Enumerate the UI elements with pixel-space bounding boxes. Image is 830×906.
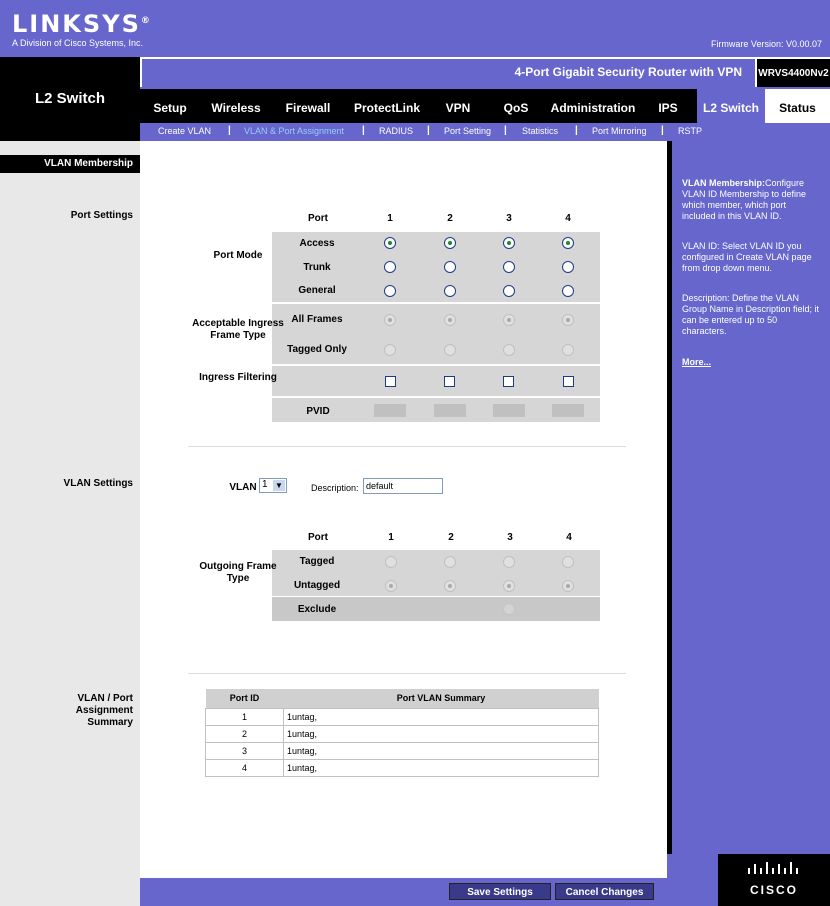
tagged-label: Tagged [299, 556, 335, 567]
port-2-general-radio[interactable] [444, 285, 456, 297]
port-3-tagged-radio[interactable] [503, 556, 515, 568]
port-3-exclude-radio[interactable] [503, 603, 515, 615]
subtab-separator: | [228, 125, 231, 136]
subtab-radius[interactable]: RADIUS [379, 126, 414, 136]
product-name: 4-Port Gigabit Security Router with VPN [514, 65, 742, 79]
all-frames-label: All Frames [291, 314, 343, 325]
help-title: VLAN Membership: [682, 178, 766, 188]
logo-subtitle: A Division of Cisco Systems, Inc. [12, 38, 144, 48]
tab-protectlink[interactable]: ProtectLink [353, 101, 420, 115]
subtab-port-setting[interactable]: Port Setting [444, 126, 492, 136]
subtab-separator: | [575, 125, 578, 136]
table-row [206, 759, 599, 776]
row-port-id: 2 [206, 725, 284, 742]
subtab-separator: | [504, 125, 507, 136]
cancel-changes-button[interactable]: Cancel Changes [555, 883, 654, 900]
sidebar-heading: VLAN Membership [44, 158, 133, 169]
port-4-all-frames-radio[interactable] [562, 314, 574, 326]
row-summary: 1untag, [284, 708, 599, 725]
ingress-filtering-row [272, 366, 600, 396]
port-1-tagged-only-radio[interactable] [384, 344, 396, 356]
ingress-filtering-label: Ingress Filtering [199, 372, 277, 383]
left-sidebar [0, 141, 140, 906]
port-header: Port [308, 213, 328, 224]
tab-vpn[interactable]: VPN [445, 101, 471, 115]
ingress-rows [272, 304, 600, 364]
port-3-tagged-only-radio[interactable] [503, 344, 515, 356]
subtab-rstp[interactable]: RSTP [678, 126, 703, 136]
port-2-tagged-only-radio[interactable] [444, 344, 456, 356]
linksys-logo: LINKSYS® [12, 10, 152, 38]
port-2-all-frames-radio[interactable] [444, 314, 456, 326]
port-4-general-radio[interactable] [562, 285, 574, 297]
port-4-untagged-radio[interactable] [562, 580, 574, 592]
sub-tabs [140, 123, 830, 141]
subtab-statistics[interactable]: Statistics [522, 126, 559, 136]
col-port-id: Port ID [206, 689, 284, 708]
port-3-all-frames-radio[interactable] [503, 314, 515, 326]
tab-setup[interactable]: Setup [153, 101, 187, 115]
divider [188, 673, 626, 674]
port-4-tagged-radio[interactable] [562, 556, 574, 568]
port-4-access-radio[interactable] [562, 237, 574, 249]
tab-qos[interactable]: QoS [503, 101, 529, 115]
main-tabs [140, 89, 830, 123]
divider [188, 446, 626, 447]
subtab-separator: | [661, 125, 664, 136]
subtab-separator: | [362, 125, 365, 136]
subtab-port-mirroring[interactable]: Port Mirroring [592, 126, 647, 136]
help-membership [682, 178, 822, 222]
port-3-untagged-radio[interactable] [503, 580, 515, 592]
row-summary: 1untag, [284, 725, 599, 742]
tab-firewall[interactable]: Firewall [285, 101, 331, 115]
cisco-wordmark: CISCO [749, 883, 798, 897]
vlan-summary-table [205, 689, 599, 777]
port-settings-label: Port Settings [70, 210, 133, 221]
port-1-all-frames-radio[interactable] [384, 314, 396, 326]
tab-wireless[interactable]: Wireless [211, 101, 261, 115]
port-4-trunk-radio[interactable] [562, 261, 574, 273]
outgoing-frame-label: Outgoing Frame Type [199, 561, 277, 584]
help-more-link[interactable]: More... [682, 357, 712, 367]
port-4-tagged-only-radio[interactable] [562, 344, 574, 356]
port-2-filtering-checkbox[interactable] [444, 376, 455, 387]
save-settings-button[interactable]: Save Settings [449, 883, 551, 900]
port-1-header: 1 [387, 213, 393, 224]
subtab-create-vlan[interactable]: Create VLAN [158, 126, 212, 136]
table-row [206, 708, 599, 725]
mode-access-label: Access [299, 238, 335, 249]
row-port-id: 3 [206, 742, 284, 759]
untagged-label: Untagged [293, 580, 341, 591]
port-4-filtering-checkbox[interactable] [563, 376, 574, 387]
model-number: WRVS4400Nv2 [755, 57, 830, 87]
row-port-id: 4 [206, 759, 284, 776]
vlan-port-4-header: 4 [566, 532, 572, 543]
help-text-1: Configure VLAN ID Membership to define which member, which port included in this VLAN ID. [682, 178, 807, 221]
col-port-vlan-summary: Port VLAN Summary [284, 689, 599, 708]
help-text-3: Description: Define the VLAN Group Name in Description field; it can be entered up to 50 characters. [682, 293, 820, 336]
port-3-access-radio[interactable] [503, 237, 515, 249]
subtab-separator: | [427, 125, 430, 136]
port-1-general-radio[interactable] [384, 285, 396, 297]
summary-label: VLAN / Port Assignment Summary [75, 693, 133, 728]
section-title: L2 Switch [34, 90, 105, 107]
table-header [206, 689, 599, 708]
tab-status[interactable]: Status [765, 89, 830, 123]
vlan-port-3-header: 3 [507, 532, 513, 543]
port-2-tagged-radio[interactable] [444, 556, 456, 568]
vlan-port-header: Port [308, 532, 328, 543]
vlan-select[interactable]: 1 ▼ [259, 478, 287, 493]
table-row [206, 742, 599, 759]
port-1-access-radio[interactable] [384, 237, 396, 249]
port-1-pvid-field[interactable] [374, 404, 406, 417]
port-4-header: 4 [565, 213, 571, 224]
cisco-bars-icon [744, 860, 804, 878]
vlan-settings-label: VLAN Settings [63, 478, 133, 489]
vlan-port-1-header: 1 [388, 532, 394, 543]
row-summary: 1untag, [284, 759, 599, 776]
port-2-trunk-radio[interactable] [444, 261, 456, 273]
tagged-only-label: Tagged Only [287, 344, 347, 355]
pvid-label: PVID [306, 406, 330, 417]
tab-l2-switch[interactable]: L2 Switch [697, 89, 765, 123]
port-2-header: 2 [447, 213, 453, 224]
port-2-pvid-field[interactable] [434, 404, 466, 417]
chevron-down-icon: ▼ [273, 480, 285, 491]
vlan-port-2-header: 2 [448, 532, 454, 543]
port-2-access-radio[interactable] [444, 237, 456, 249]
exclude-label: Exclude [297, 604, 337, 615]
cisco-logo [718, 854, 830, 906]
vlan-label: VLAN [229, 482, 257, 493]
port-3-general-radio[interactable] [503, 285, 515, 297]
description-label: Description: [311, 483, 359, 493]
description-input[interactable] [363, 478, 443, 494]
port-2-untagged-radio[interactable] [444, 580, 456, 592]
ingress-type-label: Acceptable Ingress Frame Type [192, 318, 284, 341]
row-summary: 1untag, [284, 742, 599, 759]
mode-trunk-label: Trunk [303, 262, 331, 273]
port-1-untagged-radio[interactable] [385, 580, 397, 592]
port-1-filtering-checkbox[interactable] [385, 376, 396, 387]
port-3-filtering-checkbox[interactable] [503, 376, 514, 387]
tab-administration[interactable]: Administration [550, 101, 636, 115]
port-1-trunk-radio[interactable] [384, 261, 396, 273]
tab-ips[interactable]: IPS [658, 101, 678, 115]
firmware-version: Firmware Version: V0.00.07 [710, 39, 822, 49]
subtab-vlan-port-assignment[interactable]: VLAN & Port Assignment [244, 126, 345, 136]
row-port-id: 1 [206, 708, 284, 725]
table-row [206, 725, 599, 742]
port-3-trunk-radio[interactable] [503, 261, 515, 273]
port-1-tagged-radio[interactable] [385, 556, 397, 568]
port-3-pvid-field[interactable] [493, 404, 525, 417]
port-mode-label: Port Mode [213, 250, 263, 261]
help-text-2: VLAN ID: Select VLAN ID you configured in Create VLAN page from drop down menu. [682, 241, 812, 273]
port-3-header: 3 [506, 213, 512, 224]
port-4-pvid-field[interactable] [552, 404, 584, 417]
mode-general-label: General [298, 285, 336, 296]
